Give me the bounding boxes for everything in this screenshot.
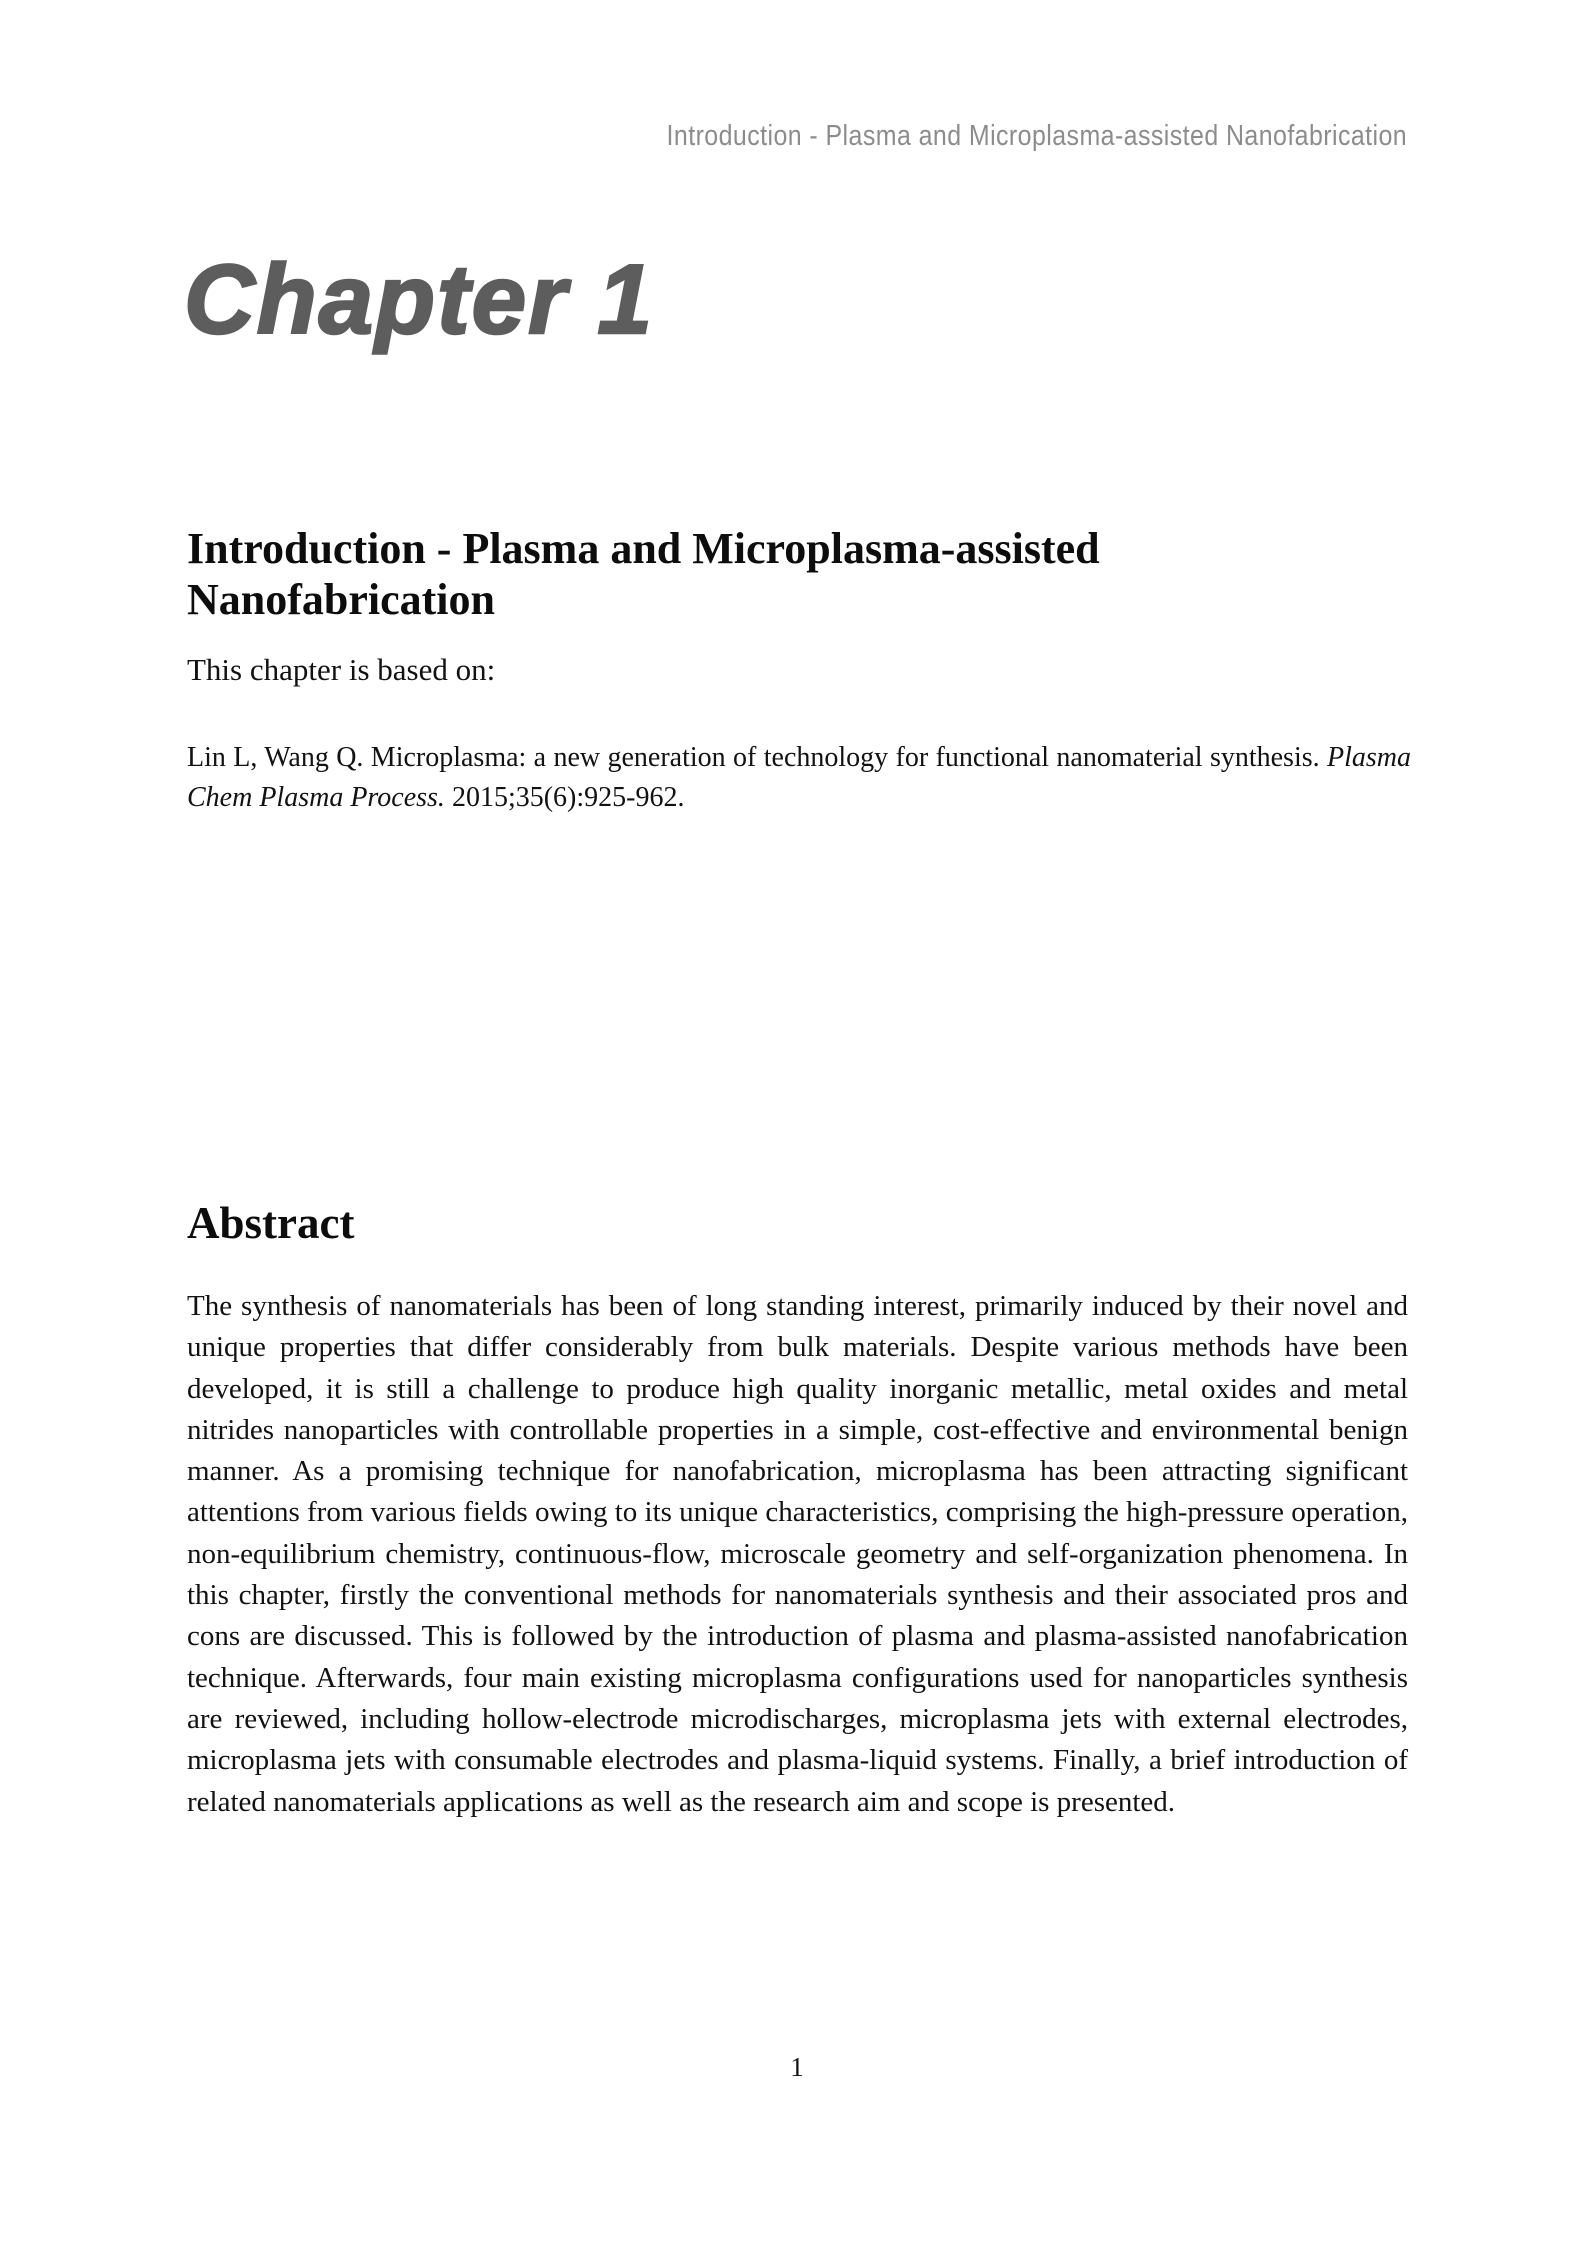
citation-block <box>187 738 1411 818</box>
citation-volume-pages: 2015;35(6):925-962. <box>451 782 685 813</box>
chapter-title: Introduction - Plasma and Microplasma-assisted Nanofabrication <box>187 524 1100 624</box>
page-number: 1 <box>790 2052 804 2082</box>
based-on-lead-in: This chapter is based on: <box>187 652 496 687</box>
running-header: Introduction - Plasma and Microplasma-assisted Nanofabrication <box>666 120 1407 152</box>
citation-journal-name: Plasma Chem Plasma Process. <box>187 742 1411 813</box>
abstract-heading: Abstract <box>187 1198 355 1248</box>
chapter-number-heading: Chapter 1 <box>184 244 655 354</box>
abstract-paragraph: The synthesis of nanomaterials has been of long standing interest, primarily induced by their novel and unique properties that differ considerably from bulk materials. Despite various methods have been developed, it is still a challenge to produce high quality inorganic metallic, metal oxides and metal nitrides nanoparticles with controllable properties in a simple, cost-effective and environmental benign manner. As a promising technique for nanofabrication, microplasma has been attracting significant attentions from various fields owing to its unique characteristics, comprising the high-pressure operation, non-equilibrium chemistry, continuous-flow, microscale geometry and self-organization phenomena. In this chapter, firstly the conventional methods for nanomaterials synthesis and their associated pros and cons are discussed. This is followed by the introduction of plasma and plasma-assisted nanofabrication technique. Afterwards, four main existing microplasma configurations used for nanoparticles synthesis are reviewed, including hollow-electrode microdischarges, microplasma jets with external electrodes, microplasma jets with consumable electrodes and plasma-liquid systems. Finally, a brief introduction of related nanomaterials applications as well as the research aim and scope is presented. <box>187 1290 1408 1818</box>
citation-authors-title: Lin L, Wang Q. Microplasma: a new generation of technology for functional nanomaterial synthesis. <box>187 742 1320 773</box>
